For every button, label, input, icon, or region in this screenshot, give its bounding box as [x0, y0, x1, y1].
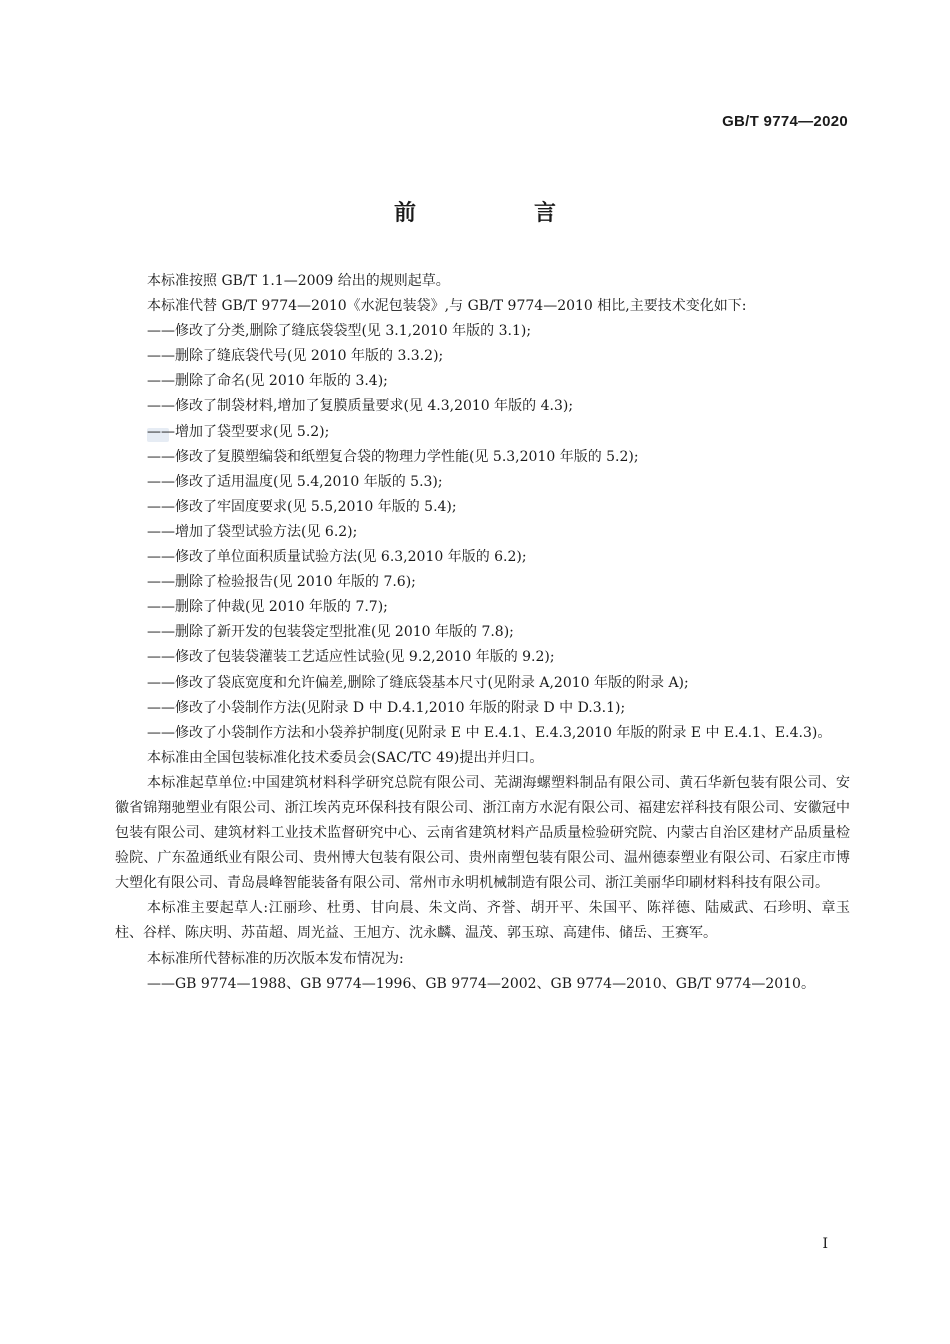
intro-line: 本标准代替 GB/T 9774—2010《水泥包装袋》,与 GB/T 9774—2010 相比,主要技术变化如下: — [147, 298, 747, 315]
foreword-body — [115, 269, 850, 997]
intro-line: 本标准按照 GB/T 1.1—2009 给出的规则起草。 — [147, 273, 450, 289]
change-item: ——修改了小袋制作方法(见附录 D 中 D.4.1,2010 年版的附录 D 中 D.3.1); — [147, 699, 626, 716]
change-item: ——修改了小袋制作方法和小袋养护制度(见附录 E 中 E.4.1、E.4.3,2010 年版的附录 E 中 E.4.1、E.4.3)。 — [147, 724, 832, 741]
change-item: ——修改了包装袋灌装工艺适应性试验(见 9.2,2010 年版的 9.2); — [147, 649, 555, 666]
change-item: ——删除了检验报告(见 2010 年版的 7.6); — [147, 574, 416, 591]
change-item: ——增加了袋型试验方法(见 6.2); — [147, 523, 358, 540]
change-item: ——修改了单位面积质量试验方法(见 6.3,2010 年版的 6.2); — [147, 549, 527, 566]
page-title: 前 言 — [393, 201, 604, 226]
standard-number: GB/T 9774—2020 — [722, 113, 848, 130]
change-item: ——修改了制袋材料,增加了复膜质量要求(见 4.3,2010 年版的 4.3); — [147, 398, 574, 415]
change-item: ——删除了命名(见 2010 年版的 3.4); — [147, 373, 388, 390]
history-intro: 本标准所代替标准的历次版本发布情况为: — [147, 950, 404, 967]
change-item: ——修改了袋底宽度和允许偏差,删除了缝底袋基本尺寸(见附录 A,2010 年版的附录 A); — [147, 674, 689, 691]
drafting-units: 本标准起草单位:中国建筑材料科学研究总院有限公司、芜湖海螺塑料制品有限公司、黄石华新包装有限公司、安徽省锦翔驰塑业有限公司、浙江埃芮克环保科技有限公司、浙江南方水泥有限公司、福建宏祥科技有限公司、安徽冠中包装有限公司、建筑材料工业技术监督研究中心、云南省建筑材料产品质量检验研究院、内蒙古自治区建材产品质量检验院、广东盈通纸业有限公司、贵州博大包装有限公司、贵州南塑包装有限公司、温州德泰塑业有限公司、石家庄市博大塑化有限公司、青岛晨峰智能装备有限公司、常州市永明机械制造有限公司、浙江美丽华印刷材料科技有限公司。 — [115, 774, 850, 892]
change-item: ——修改了适用温度(见 5.4,2010 年版的 5.3); — [147, 473, 443, 490]
change-item: ——删除了缝底袋代号(见 2010 年版的 3.3.2); — [147, 348, 444, 365]
change-item: ——删除了新开发的包装袋定型批准(见 2010 年版的 7.8); — [147, 624, 514, 641]
page-number: I — [822, 1236, 828, 1252]
change-item: ——修改了牢固度要求(见 5.5,2010 年版的 5.4); — [147, 498, 457, 515]
proposed-by: 本标准由全国包装标准化技术委员会(SAC/TC 49)提出并归口。 — [147, 749, 544, 766]
change-item: ——修改了分类,删除了缝底袋袋型(见 3.1,2010 年版的 3.1); — [147, 323, 532, 340]
history-list: ——GB 9774—1988、GB 9774—1996、GB 9774—2002、GB 9774—2010、GB/T 9774—2010。 — [147, 975, 815, 992]
drafters: 本标准主要起草人:江丽珍、杜勇、甘向晨、朱文尚、齐誉、胡开平、朱国平、陈祥德、陆威武、石珍明、章玉柱、谷样、陈庆明、苏苗超、周光益、王旭方、沈永麟、温茂、郭玉琼、高建伟、储岳、王赛军。 — [115, 900, 850, 942]
change-item: ——修改了复膜塑编袋和纸塑复合袋的物理力学性能(见 5.3,2010 年版的 5.2); — [147, 448, 639, 465]
change-item: ——增加了袋型要求(见 5.2); — [147, 423, 330, 440]
change-item: ——删除了仲裁(见 2010 年版的 7.7); — [147, 599, 388, 616]
